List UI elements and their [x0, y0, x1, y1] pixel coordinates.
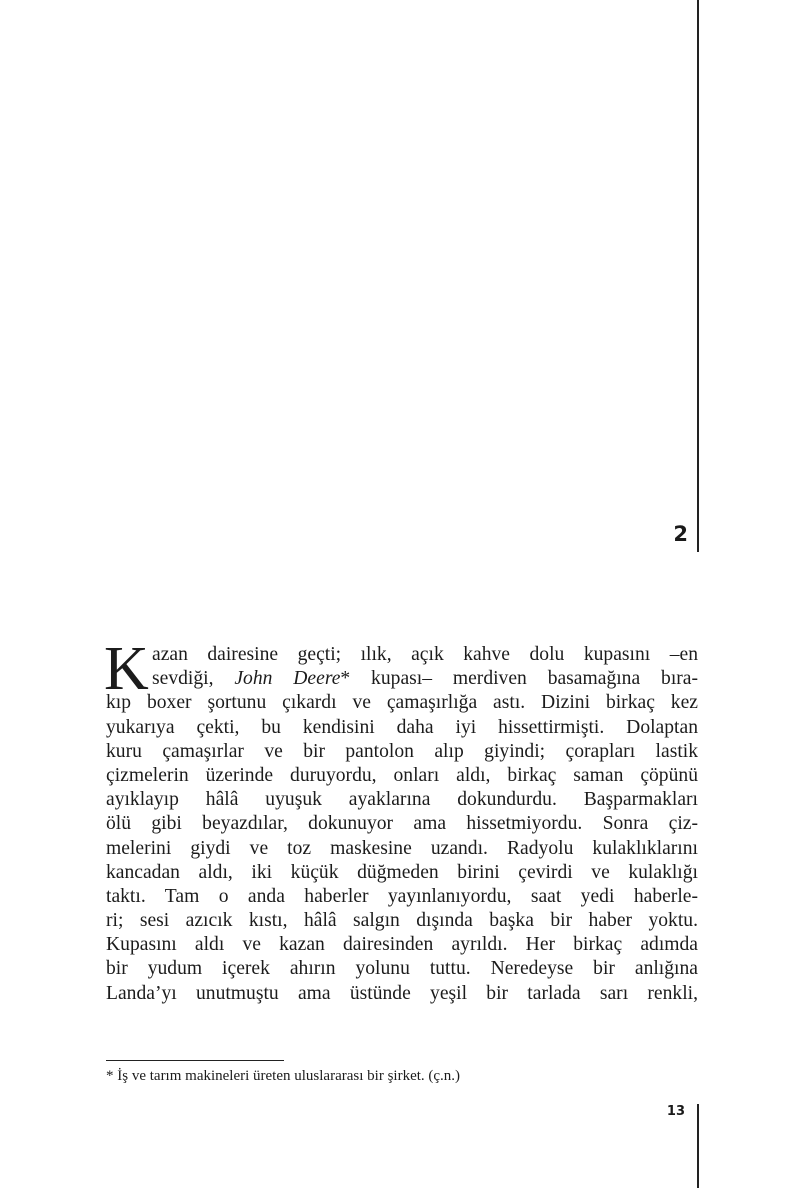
- text-line-2-end: * kupası– merdiven basamağına bıra-: [340, 668, 699, 690]
- brand-name: John Deere: [234, 668, 341, 690]
- footnote: * İş ve tarım makineleri üreten uluslararası bir şirket. (ç.n.): [106, 1068, 461, 1084]
- text-line-11: taktı. Tam o anda haberler yayınlanıyordu, saat yedi haberle-: [106, 885, 698, 907]
- text-line-14: bir yudum içerek ahırın yolunu tuttu. Neredeyse bir anlığına: [106, 958, 698, 980]
- text-line-9: melerini giydi ve toz maskesine uzandı. Radyolu kulaklıklarını: [106, 837, 698, 859]
- text-line-8: ölü gibi beyazdılar, dokunuyor ama hissetmiyordu. Sonra çiz-: [106, 813, 698, 835]
- text-line-7: ayıklayıp hâlâ uyuşuk ayaklarına dokundurdu. Başparmakları: [106, 789, 698, 811]
- text-line-4: yukarıya çekti, bu kendisini daha iyi hissettirmişti. Dolaptan: [106, 716, 698, 738]
- text-line-10: kancadan aldı, iki küçük düğmeden birini çevirdi ve kulaklığı: [106, 861, 698, 883]
- text-line-2-start: sevdiği,: [152, 668, 235, 690]
- text-line-13: Kupasını aldı ve kazan dairesinden ayrıldı. Her birkaç adımda: [106, 934, 698, 956]
- text-line-15: Landa’yı unutmuştu ama üstünde yeşil bir tarlada sarı renkli,: [106, 982, 698, 1004]
- text-line-6: çizmelerin üzerinde duruyordu, onları aldı, birkaç saman çöpünü: [106, 764, 698, 786]
- margin-rule-top: [697, 0, 699, 552]
- footnote-rule: [106, 1060, 284, 1061]
- body-text: [104, 635, 699, 1006]
- drop-cap: K: [104, 635, 149, 703]
- chapter-number: 2: [673, 522, 688, 546]
- page-number: 13: [666, 1104, 685, 1119]
- text-line-12: ri; sesi azıcık kıstı, hâlâ salgın dışında başka bir haber yoktu.: [106, 910, 698, 932]
- text-line-2: [106, 667, 698, 691]
- text-line-3: kıp boxer şortunu çıkardı ve çamaşırlığa astı. Dizini birkaç kez: [106, 692, 698, 714]
- margin-rule-bottom: [697, 1104, 699, 1188]
- text-line-5: kuru çamaşırlar ve bir pantolon alıp giyindi; çorapları lastik: [106, 740, 698, 762]
- text-line-1: azan dairesine geçti; ılık, açık kahve dolu kupasını –en: [152, 644, 698, 665]
